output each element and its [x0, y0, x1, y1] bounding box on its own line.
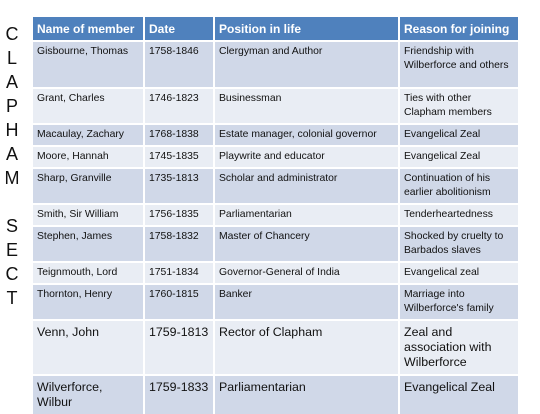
cell-date: 1758-1846 — [144, 41, 214, 88]
cell-position: Banker — [214, 284, 399, 320]
title-letter: A — [5, 144, 18, 164]
cell-position: Scholar and administrator — [214, 168, 399, 204]
cell-date: 1759-1833 — [144, 375, 214, 414]
cell-name: Thornton, Henry — [33, 284, 144, 320]
cell-reason: Zeal and association with Wilberforce — [399, 320, 518, 375]
title-letter: A — [5, 72, 18, 92]
cell-reason: Ties with other Clapham members — [399, 88, 518, 124]
vertical-title — [0, 22, 24, 310]
cell-date: 1756-1835 — [144, 204, 214, 226]
cell-reason: Evangelical Zeal — [399, 146, 518, 168]
cell-position: Parliamentarian — [214, 375, 399, 414]
cell-position: Parliamentarian — [214, 204, 399, 226]
cell-date: 1751-1834 — [144, 262, 214, 284]
cell-name: Gisbourne, Thomas — [33, 41, 144, 88]
cell-name: Macaulay, Zachary — [33, 124, 144, 146]
table-row — [33, 124, 518, 146]
title-letter: H — [5, 120, 19, 140]
table-row — [33, 146, 518, 168]
table-row — [33, 226, 518, 262]
cell-date: 1760-1815 — [144, 284, 214, 320]
cell-position: Estate manager, colonial governor — [214, 124, 399, 146]
cell-position: Master of Chancery — [214, 226, 399, 262]
cell-position: Rector of Clapham — [214, 320, 399, 375]
members-table — [33, 17, 518, 414]
cell-date: 1746-1823 — [144, 88, 214, 124]
cell-name: Sharp, Granville — [33, 168, 144, 204]
cell-date: 1745-1835 — [144, 146, 214, 168]
cell-reason: Marriage into Wilberforce's family — [399, 284, 518, 320]
table-row — [33, 204, 518, 226]
cell-reason: Continuation of his earlier abolitionism — [399, 168, 518, 204]
title-letter: S — [5, 216, 18, 236]
table-row — [33, 262, 518, 284]
cell-reason: Evangelical Zeal — [399, 124, 518, 146]
header-name: Name of member — [33, 17, 144, 41]
cell-name: Grant, Charles — [33, 88, 144, 124]
title-letter: C — [5, 24, 19, 44]
cell-reason: Evangelical zeal — [399, 262, 518, 284]
cell-date: 1735-1813 — [144, 168, 214, 204]
cell-name: Stephen, James — [33, 226, 144, 262]
header-date: Date — [144, 17, 214, 41]
cell-name: Moore, Hannah — [33, 146, 144, 168]
cell-position: Clergyman and Author — [214, 41, 399, 88]
title-letter: L — [6, 48, 17, 68]
cell-reason: Friendship with Wilberforce and others — [399, 41, 518, 88]
table-row — [33, 320, 518, 375]
title-letter: M — [4, 168, 20, 188]
table-row — [33, 88, 518, 124]
title-letter: E — [5, 240, 18, 260]
header-row — [33, 17, 518, 41]
cell-position: Governor-General of India — [214, 262, 399, 284]
cell-name: Venn, John — [33, 320, 144, 375]
table-row — [33, 168, 518, 204]
cell-name: Smith, Sir William — [33, 204, 144, 226]
cell-reason: Shocked by cruelty to Barbados slaves — [399, 226, 518, 262]
title-letter: P — [5, 96, 18, 116]
title-letter: T — [6, 288, 18, 308]
cell-position: Playwrite and educator — [214, 146, 399, 168]
table-row — [33, 41, 518, 88]
table-row — [33, 284, 518, 320]
table-row — [33, 375, 518, 414]
header-reason: Reason for joining — [399, 17, 518, 41]
cell-name: Teignmouth, Lord — [33, 262, 144, 284]
header-position: Position in life — [214, 17, 399, 41]
cell-position: Businessman — [214, 88, 399, 124]
cell-date: 1759-1813 — [144, 320, 214, 375]
cell-reason: Tenderheartedness — [399, 204, 518, 226]
cell-reason: Evangelical Zeal — [399, 375, 518, 414]
cell-date: 1768-1838 — [144, 124, 214, 146]
cell-name: Wilverforce, Wilbur — [33, 375, 144, 414]
cell-date: 1758-1832 — [144, 226, 214, 262]
title-letter: C — [5, 264, 19, 284]
